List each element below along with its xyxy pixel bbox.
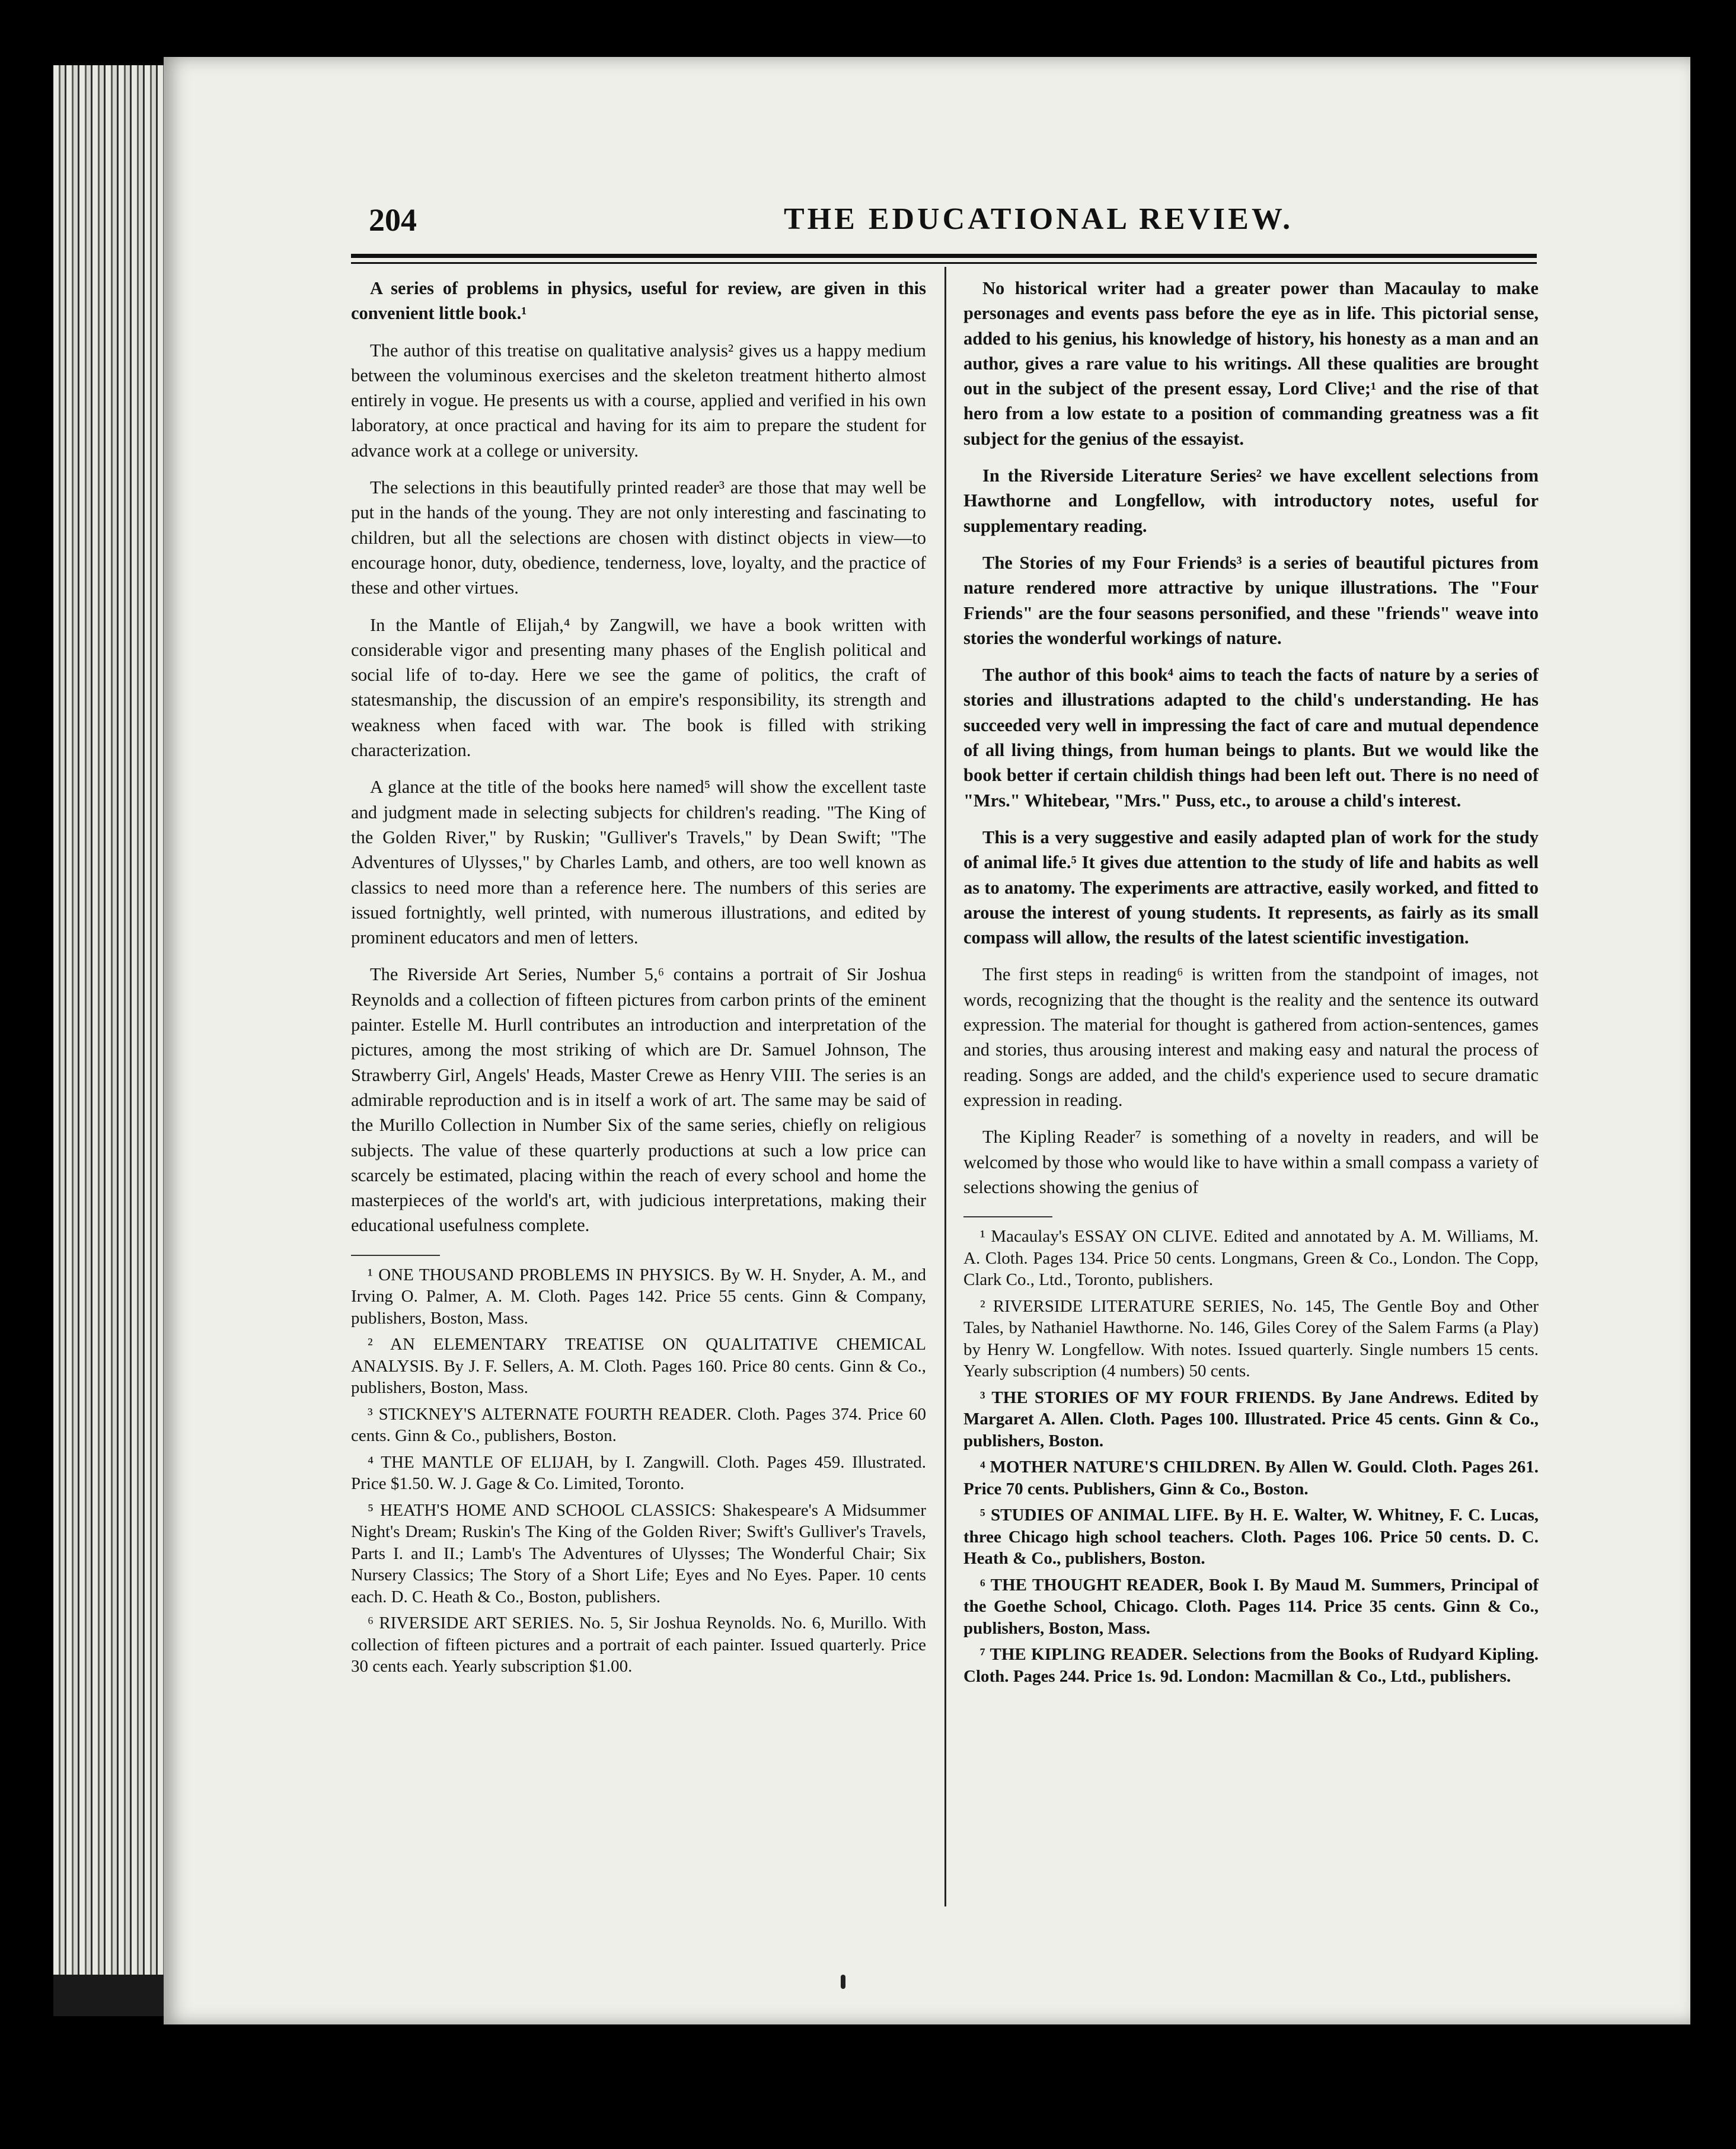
left-footnote-rule xyxy=(351,1255,440,1262)
footnote: ² AN ELEMENTARY TREATISE ON QUALITATIVE CHEMICAL ANALYSIS. By J. F. Sellers, A. M. Cloth. Pages 160. Price 80 cents. Ginn & Co., publishers, Boston, Mass. xyxy=(351,1335,926,1398)
book-page-edges-shadow xyxy=(53,1975,172,2016)
article-paragraph: In the Mantle of Elijah,⁴ by Zangwill, we have a book written with considerable vigor and presenting many phases of the English political and social life of to-day. Here we see the game of politics, the craft of statesmanship, the discussion of an empire's responsibility, its strength and weakness when faced with war. The book is filled with striking characterization. xyxy=(351,614,926,761)
footnote: ⁴ MOTHER NATURE'S CHILDREN. By Allen W. Gould. Cloth. Pages 261. Price 70 cents. Publishers, Ginn & Co., Boston. xyxy=(963,1458,1539,1498)
page-number: 204 xyxy=(369,202,417,238)
page-header xyxy=(369,202,1546,243)
column-divider xyxy=(944,267,946,1906)
article-paragraph: In the Riverside Literature Series² we have excellent selections from Hawthorne and Longfellow, with introductory notes, useful for supplementary reading. xyxy=(963,465,1539,536)
right-column xyxy=(963,276,1539,1692)
article-paragraph: The Riverside Art Series, Number 5,⁶ contains a portrait of Sir Joshua Reynolds and a collection of fifteen pictures from carbon prints of the eminent painter. Estelle M. Hurll contributes an introduction and interpretation of the pictures, among the most striking of which are Dr. Samuel Johnson, The Strawberry Girl, Angels' Heads, Master Crewe as Henry VIII. The series is an admirable reproduction and is in itself a work of art. The same may be said of the Murillo Collection in Number Six of the same series, chiefly on religious subjects. The value of these quarterly productions at such a low price can scarcely be estimated, placing within the reach of every school and home the masterpieces of the world's art, with judicious interpretations, making their educational usefulness complete. xyxy=(351,964,926,1236)
article-paragraph: This is a very suggestive and easily adapted plan of work for the study of animal life.⁵ It gives due attention to the study of life and habits as well as to anatomy. The experiments are attractive, easily worked, and fitted to arouse the interest of young students. It represents, as fairly as its small compass will allow, the results of the latest scientific investigation. xyxy=(963,827,1539,948)
article-paragraph: No historical writer had a greater power than Macaulay to make personages and events pass before the eye as in life. This pictorial sense, added to his genius, his knowledge of history, his honesty as a man and an author, gives a rare value to his writings. All these qualities are brought out in the subject of the present essay, Lord Clive;¹ and the rise of that hero from a low estate to a position of commanding greatness was a fit subject for the genius of the essayist. xyxy=(963,278,1539,449)
left-column xyxy=(351,276,926,1682)
right-column-paragraphs xyxy=(963,276,1539,1200)
footnote: ² RIVERSIDE LITERATURE SERIES, No. 145, The Gentle Boy and Other Tales, by Nathaniel Hawthorne. No. 146, Giles Corey of the Salem Farms (a Play) by Henry W. Longfellow. With notes. Issued quarterly. Single numbers 15 cents. Yearly subscription (4 numbers) 50 cents. xyxy=(963,1296,1539,1381)
footnote: ⁶ THE THOUGHT READER, Book I. By Maud M. Summers, Principal of the Goethe School, Chicago. Cloth. Pages 114. Price 35 cents. Ginn & Co., publishers, Boston, Mass. xyxy=(963,1575,1539,1638)
article-paragraph: The Stories of my Four Friends³ is a series of beautiful pictures from nature rendered more attractive by unique illustrations. The "Four Friends" are the four seasons personified, and these "friends" weave into stories the wonderful workings of nature. xyxy=(963,552,1539,648)
header-rule-thick xyxy=(351,254,1537,258)
scan-border-right xyxy=(1711,0,1736,2149)
footnote: ⁴ THE MANTLE OF ELIJAH, by I. Zangwill. Cloth. Pages 459. Illustrated. Price $1.50. W. J. Gage & Co. Limited, Toronto. xyxy=(351,1452,926,1494)
header-rule-thin xyxy=(351,262,1537,264)
article-paragraph: A series of problems in physics, useful for review, are given in this convenient little book.¹ xyxy=(351,278,926,324)
right-column-footnotes xyxy=(963,1226,1539,1687)
article-paragraph: A glance at the title of the books here named⁵ will show the excellent taste and judgment made in selecting subjects for children's reading. "The King of the Golden River," by Ruskin; "Gulliver's Travels," by Dean Swift; "The Adventures of Ulysses," by Charles Lamb, and others, are too well known as classics to need more than a reference here. The numbers of this series are issued fortnightly, well printed, with numerous illustrations, and edited by prominent educators and men of letters. xyxy=(351,777,926,948)
article-paragraph: The selections in this beautifully printed reader³ are those that may well be put in the hands of the young. They are not only interesting and fascinating to children, but all the selections are chosen with distinct objects in view—to encourage honor, duty, obedience, tenderness, love, loyalty, and the practice of these and other virtues. xyxy=(351,477,926,598)
footnote: ⁵ STUDIES OF ANIMAL LIFE. By H. E. Walter, W. Whitney, F. C. Lucas, three Chicago high school teachers. Cloth. Pages 106. Price 50 cents. D. C. Heath & Co., publishers, Boston. xyxy=(963,1506,1539,1568)
article-paragraph: The author of this book⁴ aims to teach the facts of nature by a series of stories and illustrations adapted to the child's understanding. He has succeeded very well in impressing the fact of care and mutual dependence of all living things, from human beings to plants. But we would like the book better if certain childish things had been left out. There is no need of "Mrs." Whitebear, "Mrs." Puss, etc., to arouse a child's interest. xyxy=(963,665,1539,811)
footnote: ¹ ONE THOUSAND PROBLEMS IN PHYSICS. By W. H. Snyder, A. M., and Irving O. Palmer, A. M. Cloth. Pages 142. Price 55 cents. Ginn & Company, publishers, Boston, Mass. xyxy=(351,1265,926,1328)
left-column-paragraphs xyxy=(351,276,926,1238)
right-footnote-rule xyxy=(963,1216,1052,1223)
ink-speck xyxy=(841,1975,845,1989)
footnote: ⁵ HEATH'S HOME AND SCHOOL CLASSICS: Shakespeare's A Midsummer Night's Dream; Ruskin's The King of the Golden River; Swift's Gulliver's Travels, Parts I. and II.; Lamb's The Adventures of Ulysses; The Wonderful Chair; Six Nursery Classics; The Story of a Short Life; Eyes and No Eyes. Paper. 10 cents each. D. C. Heath & Co., Boston, publishers. xyxy=(351,1500,926,1606)
footnote: ³ STICKNEY'S ALTERNATE FOURTH READER. Cloth. Pages 374. Price 60 cents. Ginn & Co., publishers, Boston. xyxy=(351,1404,926,1446)
footnote: ³ THE STORIES OF MY FOUR FRIENDS. By Jane Andrews. Edited by Margaret A. Allen. Cloth. Pages 100. Illustrated. Price 45 cents. Ginn & Co., publishers, Boston. xyxy=(963,1388,1539,1450)
footnote: ⁷ THE KIPLING READER. Selections from the Books of Rudyard Kipling. Cloth. Pages 244. Price 1s. 9d. London: Macmillan & Co., Ltd., publishers. xyxy=(963,1645,1539,1686)
article-paragraph: The Kipling Reader⁷ is something of a novelty in readers, and will be welcomed by those who would like to have within a small compass a variety of selections showing the genius of xyxy=(963,1127,1539,1197)
running-title: THE EDUCATIONAL REVIEW. xyxy=(784,202,1294,236)
article-paragraph: The first steps in reading⁶ is written from the standpoint of images, not words, recognizing that the thought is the reality and the sentence its outward expression. The material for thought is gathered from action-sentences, games and stories, thus arousing interest and making easy and natural the process of reading. Songs are added, and the child's experience used to secure dramatic expression in reading. xyxy=(963,964,1539,1110)
article-paragraph: The author of this treatise on qualitative analysis² gives us a happy medium between the voluminous exercises and the skeleton treatment hitherto almost entirely in vogue. He presents us with a course, applied and verified in his own laboratory, at once practical and having for its aim to prepare the student for advance work at a college or university. xyxy=(351,340,926,461)
footnote: ¹ Macaulay's ESSAY ON CLIVE. Edited and annotated by A. M. Williams, M. A. Cloth. Pages 134. Price 50 cents. Longmans, Green & Co., London. The Copp, Clark Co., Ltd., Toronto, publishers. xyxy=(963,1227,1539,1290)
book-page-edges xyxy=(53,65,172,2016)
footnote: ⁶ RIVERSIDE ART SERIES. No. 5, Sir Joshua Reynolds. No. 6, Murillo. With collection of fifteen pictures and a portrait of each painter. Issued quarterly. Price 30 cents each. Yearly subscription $1.00. xyxy=(351,1614,926,1676)
left-column-footnotes xyxy=(351,1264,926,1678)
